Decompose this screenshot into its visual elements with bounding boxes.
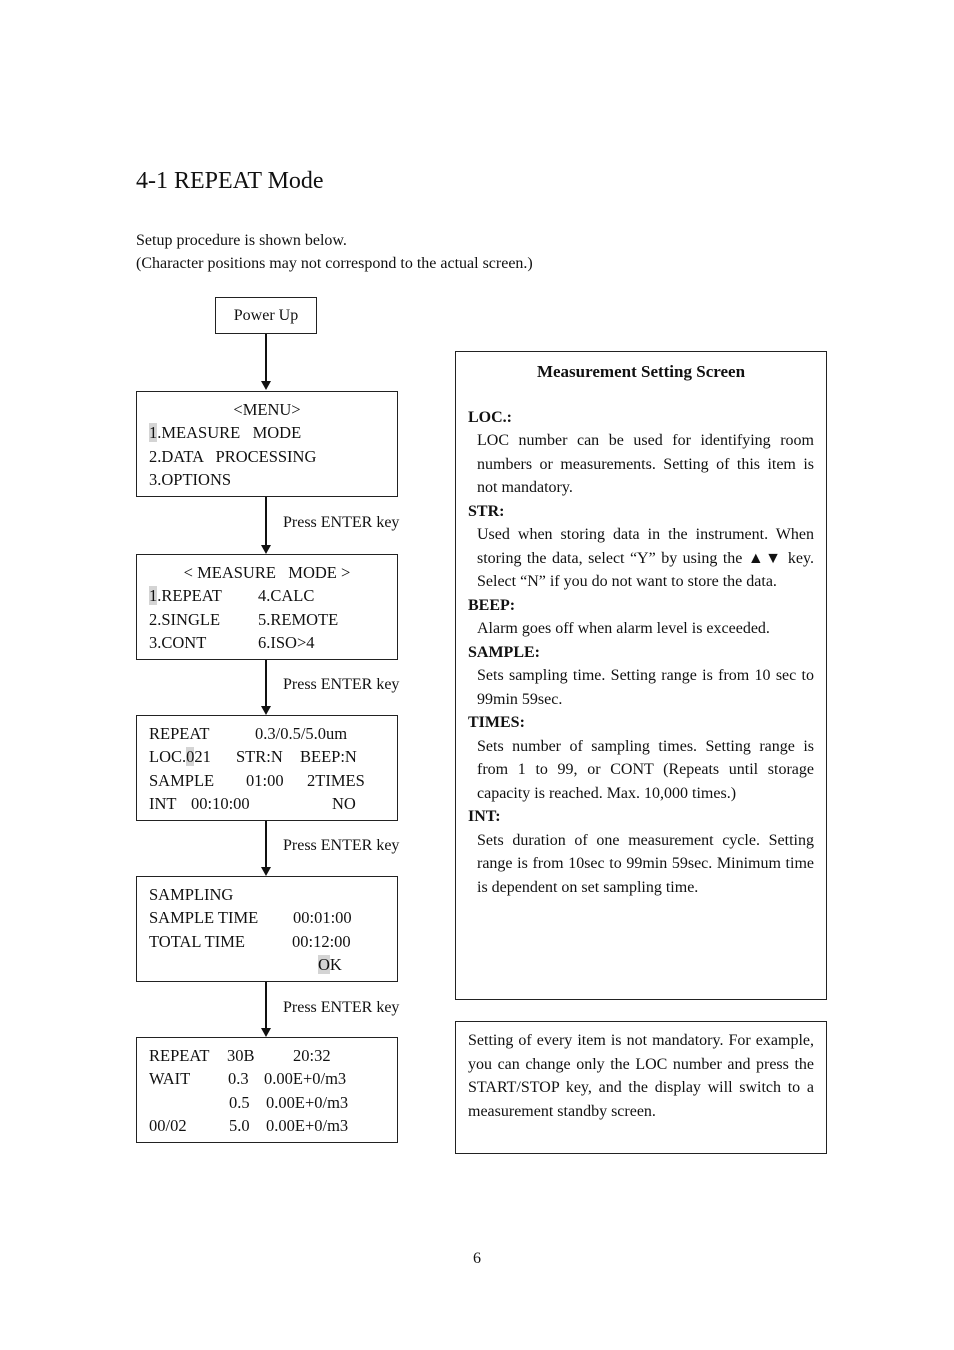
total-time-label: TOTAL TIME [149, 932, 245, 951]
setting-desc: Sets number of sampling times. Setting range is from 1 to 99, or CONT (Repeats until storage capacity is reached. Max. 10,000 times.) [477, 737, 814, 802]
press-enter-label: Press ENTER key [283, 676, 400, 693]
setting-desc: Sets sampling time. Setting range is from 10 sec to 99min 59sec. [477, 667, 814, 708]
result-size-3: 5.0 [229, 1116, 250, 1135]
mode-option-remote: 5.REMOTE [258, 610, 339, 629]
mode-option-single: 2.SINGLE [149, 610, 221, 629]
panel-title: Measurement Setting Screen [536, 362, 746, 381]
result-count-2: 0.00E+0/m3 [266, 1093, 349, 1112]
particle-sizes: 0.3/0.5/5.0um [255, 724, 348, 743]
setting-desc: Sets duration of one measurement cycle. Setting range is from 10sec to 99min 59sec. Minimum time is dependent on set sampling time. [477, 831, 814, 896]
measure-mode-screen [136, 554, 398, 660]
beep-field: BEEP:N [300, 747, 357, 766]
int-label: INT [149, 794, 177, 813]
setting-item-str [468, 500, 814, 594]
setting-desc: LOC number can be used for identifying room numbers or measurements. Setting of this item is not mandatory. [477, 432, 814, 496]
arrow-down-icon [261, 867, 271, 876]
loc-value: 21 [194, 747, 211, 766]
loc-label: LOC. [149, 747, 187, 766]
press-enter-label: Press ENTER key [283, 514, 400, 531]
setting-head: SAMPLE: [468, 643, 540, 661]
menu-line-1-text: .MEASURE MODE [157, 423, 302, 442]
loc-field [149, 745, 211, 769]
measurement-setting-panel [455, 351, 827, 1000]
result-mode: REPEAT [149, 1046, 210, 1065]
intro-line-1: Setup procedure is shown below. [136, 232, 347, 249]
setting-item-times [468, 711, 814, 805]
str-field: STR:N [236, 747, 283, 766]
mode-option-repeat [149, 584, 222, 608]
flow-line [265, 334, 267, 382]
setting-head: INT: [468, 808, 501, 825]
press-enter-label: Press ENTER key [283, 999, 400, 1016]
arrow-down-icon [261, 545, 271, 554]
result-location: 30B [227, 1046, 255, 1065]
setting-head: TIMES: [468, 714, 525, 731]
menu-line-2: 2.DATA PROCESSING [149, 447, 317, 466]
total-time-value: 00:12:00 [292, 932, 351, 951]
mode-option-iso: 6.ISO>4 [258, 633, 315, 652]
menu-title: <MENU> [233, 400, 301, 419]
ok-text: K [329, 955, 342, 974]
sample-time-value: 00:01:00 [293, 908, 352, 927]
sample-time-label: SAMPLE TIME [149, 908, 259, 927]
no-field: NO [332, 794, 356, 813]
result-count-3: 0.00E+0/m3 [266, 1116, 349, 1135]
power-up-box: Power Up [215, 297, 317, 334]
mode-option-repeat-text: .REPEAT [157, 586, 222, 605]
sample-label: SAMPLE [149, 771, 215, 790]
note-box: Setting of every item is not mandatory. For example, you can change only the LOC number and press the START/STOP key, and the display will switch to a measurement standby screen. [455, 1021, 827, 1154]
setting-head: LOC.: [468, 408, 512, 426]
repeat-setting-screen [136, 715, 398, 821]
times-field: 2TIMES [307, 771, 365, 790]
cursor-highlight: 0 [186, 747, 195, 766]
menu-line-1 [149, 421, 301, 445]
setting-item-sample [468, 641, 814, 712]
flow-line [265, 982, 267, 1028]
cursor-highlight: 1 [149, 586, 158, 605]
page-number: 6 [473, 1250, 481, 1267]
flow-line [265, 660, 267, 706]
int-value: 00:10:00 [191, 794, 250, 813]
setting-head: BEEP: [468, 596, 516, 614]
flow-line [265, 821, 267, 867]
section-heading: 4-1 REPEAT Mode [136, 168, 324, 194]
cursor-highlight: O [318, 955, 330, 974]
result-size-1: 0.3 [228, 1069, 249, 1088]
result-size-2: 0.5 [229, 1093, 250, 1112]
menu-screen [136, 391, 398, 497]
sampling-screen [136, 876, 398, 982]
setting-item-beep [468, 594, 814, 641]
setting-item-int [468, 805, 814, 899]
result-count-1: 0.00E+0/m3 [264, 1069, 347, 1088]
sampling-title: SAMPLING [149, 885, 234, 904]
measurement-result-screen [136, 1037, 398, 1143]
result-progress: 00/02 [149, 1116, 187, 1135]
sample-value: 01:00 [246, 771, 284, 790]
setting-head: STR: [468, 502, 505, 520]
flow-line [265, 497, 267, 545]
arrow-down-icon [261, 381, 271, 390]
intro-line-2: (Character positions may not correspond to the actual screen.) [136, 255, 533, 272]
setting-desc: Alarm goes off when alarm level is exceeded. [477, 620, 770, 637]
result-status: WAIT [149, 1069, 191, 1088]
press-enter-label: Press ENTER key [283, 837, 400, 854]
ok-field [318, 953, 342, 977]
measure-mode-title: < MEASURE MODE > [183, 563, 351, 582]
mode-option-cont: 3.CONT [149, 633, 207, 652]
arrow-down-icon [261, 1028, 271, 1037]
mode-option-calc: 4.CALC [258, 586, 315, 605]
setting-item-loc [468, 406, 814, 500]
result-clock: 20:32 [293, 1046, 331, 1065]
menu-line-3: 3.OPTIONS [149, 470, 232, 489]
arrow-down-icon [261, 706, 271, 715]
cursor-highlight: 1 [149, 423, 158, 442]
repeat-label: REPEAT [149, 724, 210, 743]
setting-desc: Used when storing data in the instrument. When storing the data, select “Y” by using the ▲▼ key. Select “N” if you do not want to store the data. [477, 526, 814, 590]
